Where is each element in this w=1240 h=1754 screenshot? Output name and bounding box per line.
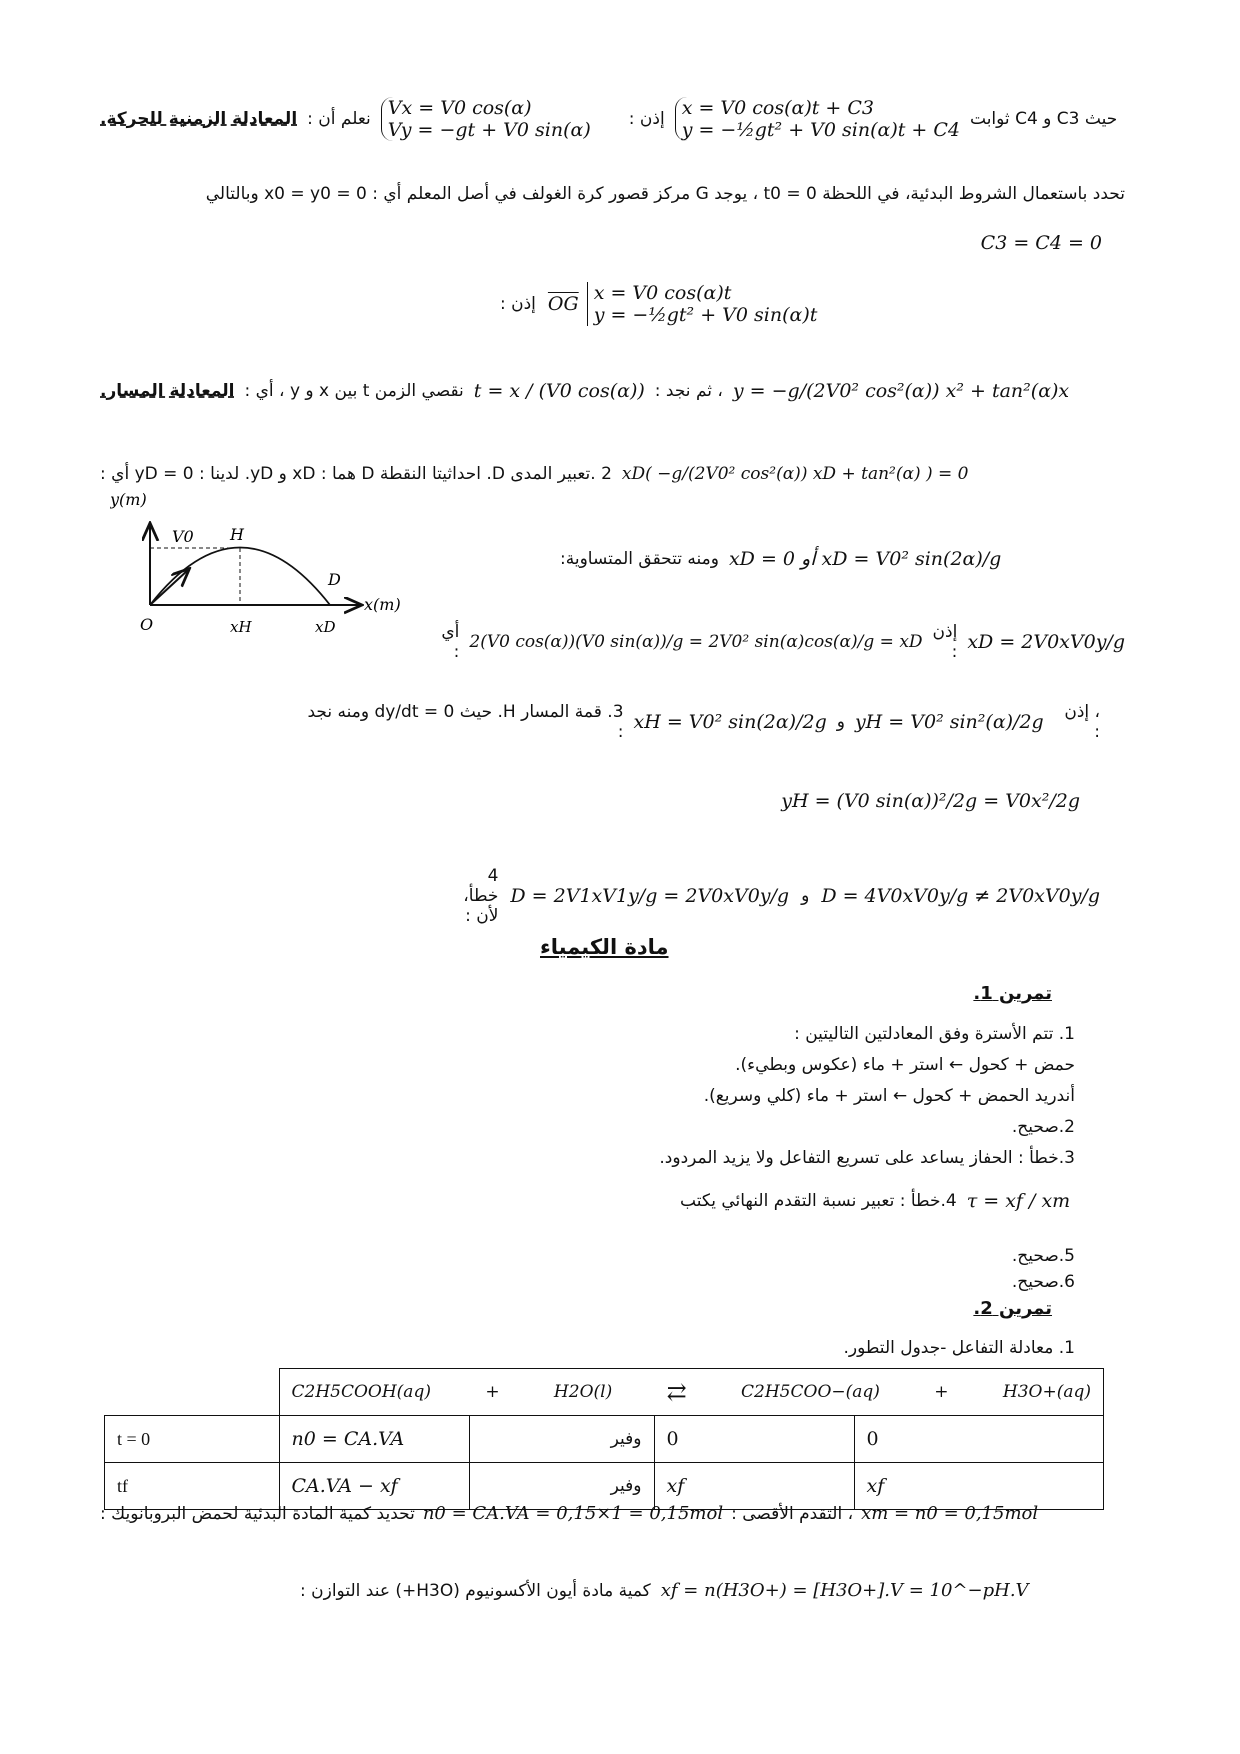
plus-sign: +: [485, 1382, 500, 1402]
x-axis-label: x(m): [364, 595, 401, 614]
og-label: إذن :: [500, 294, 536, 314]
n0-equation: n0 = CA.VA = 0,15×1 = 0,15mol: [422, 1503, 724, 1524]
exercise-1-item-6: 6.صحيح.: [1011, 1272, 1075, 1292]
xf-text: كمية مادة أيون الأكسونيوم (H3O+) عند التوازن :: [300, 1580, 651, 1601]
summit-yh: yH = V0² sin²(α)/2g: [854, 711, 1044, 733]
velocity-system: [381, 97, 591, 141]
range-then: إذن :: [932, 622, 958, 662]
table-equation-row: [105, 1369, 1104, 1416]
summit-xh: xH = V0² sin(2α)/2g: [633, 711, 827, 733]
reaction-equation: [279, 1369, 1104, 1416]
initial-conditions-text: تحدد باستعمال الشروط البدئية، في اللحظة t0 = 0 ، يوجد G مركز قصور كرة الغولف في أصل المعلم أي : x0 = y0 = 0 وبالتالي: [205, 184, 1125, 204]
og-components: [587, 282, 818, 326]
summit-line: [300, 702, 1100, 742]
table-cell: xf: [854, 1463, 1104, 1510]
v0-vector: [150, 570, 188, 605]
exercise-1-item: حمض + كحول ← استر + ماء (عكوس وبطيء).: [735, 1055, 1075, 1075]
n0-text: تحديد كمية المادة البدئية لحمض البروبانويك :: [100, 1503, 415, 1524]
x-equation: x = V0 cos(α)t + C3: [681, 97, 874, 119]
water-species: H2O(l): [553, 1382, 613, 1402]
trajectory-equation: y = −g/(2V0² cos²(α)) x² + tan²(α)x: [732, 380, 1070, 402]
oxonium-species: H3O+(aq): [1002, 1382, 1091, 1402]
xm-equation: xm = n0 = 0,15mol: [861, 1503, 1039, 1524]
plus-sign: +: [934, 1382, 949, 1402]
chemistry-title: مادة الكيمياء: [540, 935, 669, 959]
range-final: xD = 2V0xV0y/g: [967, 631, 1125, 653]
trajectory-then: ، ثم نجد :: [654, 381, 723, 401]
xm-text: ، التقدم الأقصى :: [731, 1503, 854, 1524]
row-label: tf: [105, 1463, 280, 1510]
summit-and: و: [836, 712, 845, 732]
summit-yh-final: yH = (V0 sin(α))²/2g = V0x²/2g: [781, 790, 1080, 812]
summit-text: 3. قمة المسار H. حيث dy/dt = 0 ومنه نجد :: [307, 702, 624, 742]
vx-equation: Vx = V0 cos(α): [387, 97, 532, 119]
xf-equation: xf = n(H3O+) = [H3O+].V = 10^−pH.V: [660, 1580, 1029, 1601]
h-label: H: [230, 525, 244, 544]
q4-text: 4 خطأ، لأن :: [463, 866, 499, 926]
equilibrium-arrow: ⇄: [666, 1378, 687, 1406]
trajectory-t: t = x / (V0 cos(α)): [473, 380, 645, 402]
trajectory-heading: المعادلة المسار.: [100, 381, 235, 401]
temporal-intro: نعلم أن :: [307, 109, 371, 129]
item-4-text: 4.خطأ : تعبير نسبة التقدم النهائي يكتب: [680, 1191, 957, 1211]
position-system: [675, 97, 960, 141]
range-solution: xD = 0 أو xD = V0² sin(2α)/g: [728, 548, 1002, 570]
trajectory-graph: [110, 470, 430, 640]
table-corner: [105, 1369, 280, 1416]
og-x: x = V0 cos(α)t: [593, 282, 732, 304]
og-vector: $\overline{OG}$: [547, 293, 579, 315]
xf-line: [300, 1580, 1128, 1601]
og-system: [548, 282, 821, 326]
base-species: C2H5COO−(aq): [741, 1382, 880, 1402]
row-label: t = 0: [105, 1416, 280, 1463]
q4-eq1: D = 2V1xV1y/g = 2V0xV0y/g: [510, 885, 790, 907]
acid-species: C2H5COOH(aq): [291, 1382, 431, 1402]
v0-label: V0: [172, 527, 194, 546]
table-cell: وفير: [469, 1463, 654, 1510]
table-cell: CA.VA − xf: [279, 1463, 469, 1510]
trajectory-line: [100, 380, 1125, 402]
exercise-1-item-4: [680, 1190, 1075, 1212]
d-label: D: [328, 570, 341, 589]
xh-label: xH: [230, 618, 252, 636]
exercise-1-item: 2.صحيح.: [1011, 1117, 1075, 1137]
xd-label: xD: [315, 618, 336, 636]
table-cell: xf: [654, 1463, 854, 1510]
temporal-equations-line: [100, 84, 1125, 154]
trajectory-text: نقصي الزمن t بين x و y ، أي :: [244, 381, 464, 401]
range-text: 2 .تعبير المدى D. احداثيتا النقطة D هما : xD و yD. لدينا : yD = 0 أي :: [100, 464, 612, 484]
range-expanded-line: [440, 622, 1125, 662]
table-row: [105, 1416, 1104, 1463]
range-equation: xD( −g/(2V0² cos²(α)) xD + tan²(α) ) = 0: [621, 464, 969, 484]
y-equation: y = −½gt² + V0 sin(α)t + C4: [681, 119, 960, 141]
og-line: [500, 282, 1125, 326]
table-cell: 0: [654, 1416, 854, 1463]
n0-line: [100, 1503, 1128, 1524]
range-solution-text: ومنه تتحقق المتساوية:: [560, 549, 719, 569]
constants-text: حيث C3 و C4 ثوابت: [970, 109, 1118, 129]
exercise-1-item: 3.خطأ : الحفاز يساعد على تسريع التفاعل ولا يزيد المردود.: [659, 1148, 1075, 1168]
q4-line: [460, 866, 1100, 926]
range-solution-line: [560, 548, 1095, 570]
summit-then: ، إذن :: [1064, 702, 1100, 742]
exercise-1-item-5: 5.صحيح.: [1011, 1246, 1075, 1266]
exercise-1-title: تمرين 1.: [973, 983, 1052, 1004]
table-cell: n0 = CA.VA: [279, 1416, 469, 1463]
origin-label: O: [140, 615, 154, 634]
tau-equation: τ = xf / xm: [966, 1190, 1071, 1212]
q4-eq2: D = 4V0xV0y/g ≠ 2V0xV0y/g: [821, 885, 1100, 907]
og-y: y = −½gt² + V0 sin(α)t: [593, 304, 818, 326]
table-cell: 0: [854, 1416, 1104, 1463]
exercise-1-item: 1. تتم الأسترة وفق المعادلتين التاليتين :: [794, 1024, 1075, 1044]
q4-and: و: [801, 886, 810, 906]
exercise-1-item: أندريد الحمض + كحول ← استر + ماء (كلي وسريع).: [703, 1086, 1075, 1106]
y-axis-label: y(m): [110, 490, 147, 509]
evolution-table: [104, 1368, 1104, 1510]
exercise-2-title: تمرين 2.: [973, 1298, 1052, 1319]
exercise-2-item-1: 1. معادلة التفاعل -جدول التطور.: [843, 1338, 1075, 1358]
vy-equation: Vy = −gt + V0 sin(α): [387, 119, 591, 141]
temporal-then: إذن :: [628, 109, 665, 129]
table-cell: وفير: [469, 1416, 654, 1463]
range-ay: أي :: [441, 622, 460, 662]
range-expanded: 2(V0 cos(α))(V0 sin(α))/g = 2V0² sin(α)cos(α)/g = xD: [469, 632, 923, 652]
temporal-heading: المعادلة الزمنية للحركة.: [100, 109, 298, 129]
c-result: C3 = C4 = 0: [980, 232, 1102, 254]
